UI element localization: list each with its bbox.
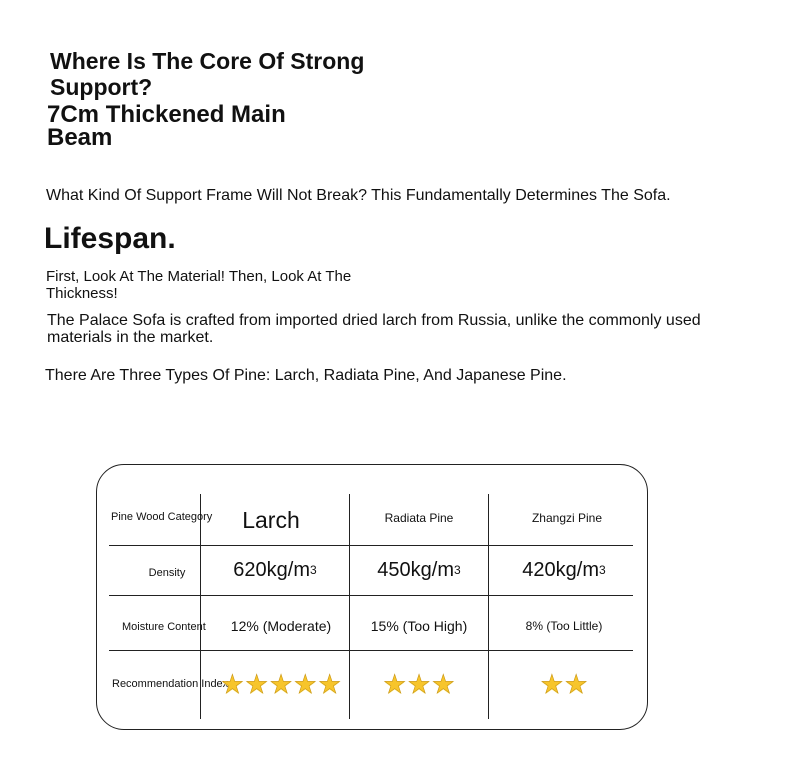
moisture-larch: 12% (Moderate) [230,618,332,634]
pine-comparison-card [96,464,648,730]
star-icon: ★ [431,669,455,699]
density-larch: 620kg/m 3 [233,558,317,581]
heading-lifespan: Lifespan. [44,222,176,255]
star-icon: ★ [317,669,342,699]
density-radiata-pine: 450kg/m 3 [377,558,461,581]
row-label-recommendation: Recommendation Index [112,678,229,690]
star-rating-radiata-pine [383,671,455,697]
star-icon: ★ [293,669,317,699]
recommendation-larch [211,661,351,707]
star-icon: ★ [269,669,293,699]
density-radiata-value: 450kg/m [377,558,455,581]
density-zhangzi-value: 420kg/m [522,558,600,581]
star-icon: ★ [564,669,588,699]
heading-strong-support [50,48,364,100]
star-rating-zhangzi-pine [540,671,588,697]
heading-main-beam-line1: 7Cm Thickened Main [47,101,286,128]
heading-strong-support-line2: Support? [50,74,153,100]
palace-sofa-line1: The Palace Sofa is crafted from imported dried larch from Russia, unlike the commonly used [47,312,701,329]
moisture-zhangzi-pine: 8% (Too Little) [525,619,603,633]
row-divider [109,595,633,596]
heading-strong-support-line1: Where Is The Core Of Strong [50,48,365,74]
heading-main-beam-line2: Beam [47,124,113,151]
material-thickness-line2: Thickness! [46,285,118,302]
star-rating-larch [221,671,342,697]
moisture-radiata-pine: 15% (Too High) [370,618,468,634]
star-icon: ★ [540,669,564,699]
row-label-category: Pine Wood Category [111,511,213,523]
star-icon: ★ [220,669,245,699]
pine-types-text: There Are Three Types Of Pine: Larch, Radiata Pine, And Japanese Pine. [45,367,567,384]
palace-sofa-line2: materials in the market. [47,329,214,346]
recommendation-radiata-pine [350,661,488,707]
row-divider [109,545,633,546]
column-header-zhangzi-pine: Zhangzi Pine [531,511,603,525]
star-icon: ★ [245,669,269,699]
material-thickness-text [46,268,351,302]
row-label-density: Density [148,567,186,579]
density-zhangzi-pine: 420kg/m 3 [522,558,606,581]
star-icon: ★ [407,669,431,699]
recommendation-zhangzi-pine [489,661,639,707]
frame-question-text: What Kind Of Support Frame Will Not Break? This Fundamentally Determines The Sofa. [46,187,671,204]
star-icon: ★ [383,669,407,699]
column-header-radiata-pine: Radiata Pine [384,511,454,525]
row-label-moisture: Moisture Content [122,621,206,633]
column-header-larch: Larch [242,506,300,533]
material-thickness-line1: First, Look At The Material! Then, Look At The [46,268,352,285]
heading-main-beam [47,103,286,149]
row-divider [109,650,633,651]
density-larch-value: 620kg/m [233,558,311,581]
palace-sofa-text [47,312,701,346]
